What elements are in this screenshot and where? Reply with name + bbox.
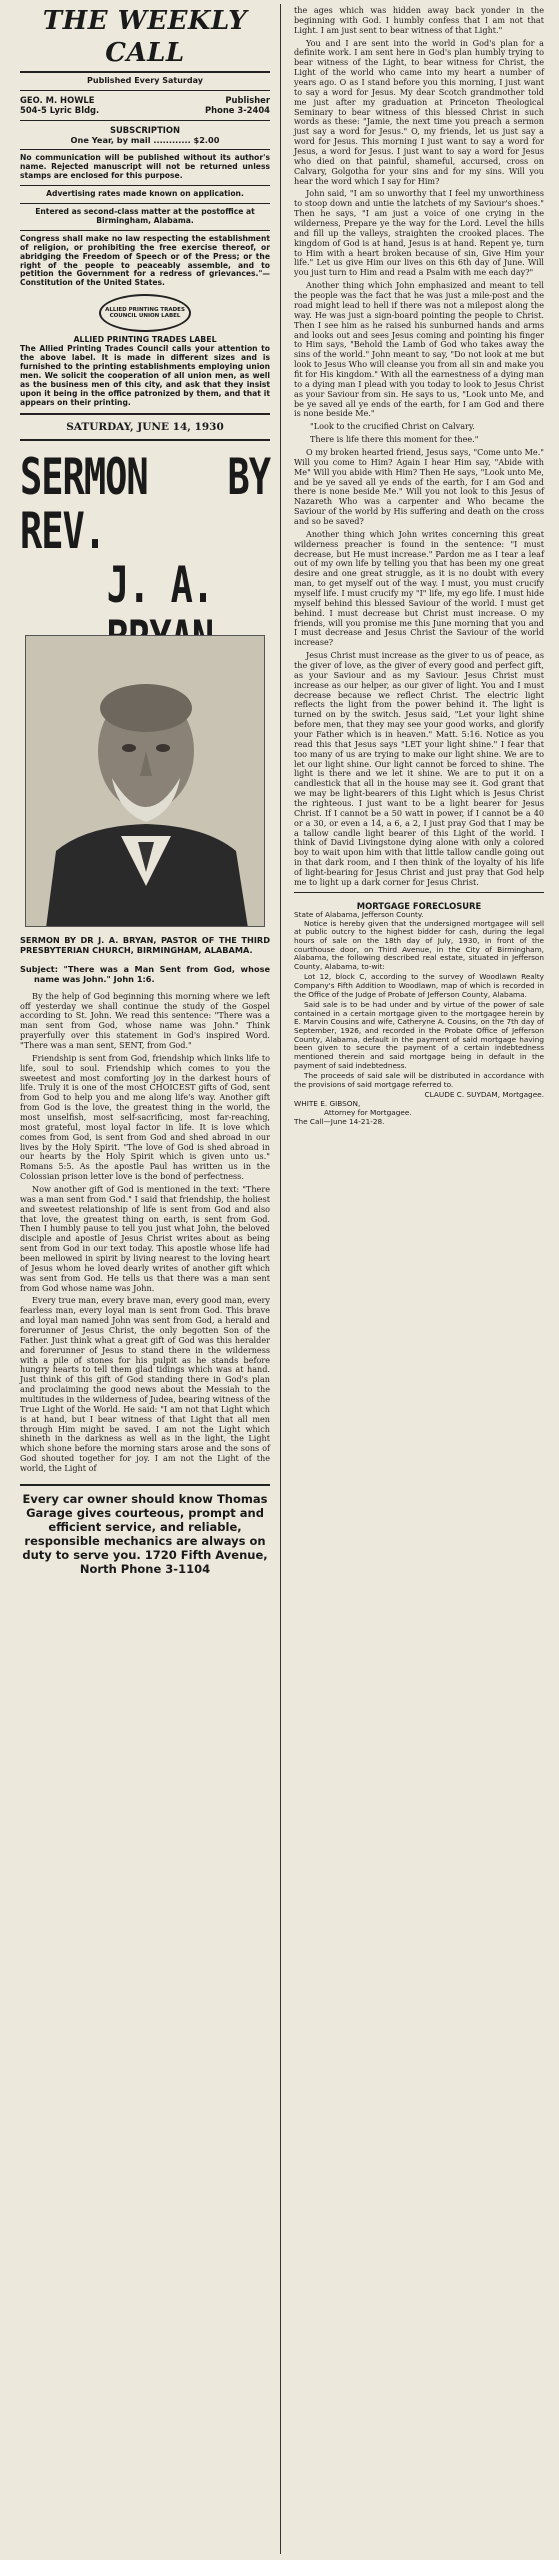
notice-paragraph: Said sale is to be had under and by virtue of the power of sale contained in a certain mortgage given to the mortgagee herein by E. Marvin Cousins and wife, Catheryne A. Cousins, on the 7th day of September, 1926, and recorded in the Probate Office of Jefferson County, Alabama, default in the payment of said mortgage having been given to secure the payment of a certain indebtedness mentioned therein and said mortgage being in default in the payment of said indebtedness. bbox=[294, 1000, 544, 1070]
body-paragraph: the ages which was hidden away back yonder in the beginning with God. I humbly confess that I am not that Light. I am just sent to bear witness of that Light." bbox=[294, 5, 544, 35]
sermon-subject: Subject: "There was a Man Sent from God, whose name was John." John 1:6. bbox=[20, 963, 270, 984]
divider bbox=[20, 413, 270, 415]
body-paragraph: Now another gift of God is mentioned in the text: "There was a man sent from God." I said that friendship, the holiest and sweetest relationship of life is sent from God and also that love, the greatest thing on earth, is sent from God. Then I humbly pause to tell you just what John, the beloved disciple and apostle of Jesus Christ writes about as being sent from God in our text today. This apostle whose life had been mellowed in spirit by living nearest to the loving heart of Jesus whom he loved dearly writes of another gift which was sent from God. He tells us that there was a man sent from God whose name was John. bbox=[20, 1183, 270, 1293]
notice-title: MORTGAGE FORECLOSURE bbox=[356, 900, 482, 911]
divider bbox=[20, 203, 270, 204]
subscription-head: SUBSCRIPTION bbox=[109, 124, 181, 135]
issue-date: SATURDAY, JUNE 14, 1930 bbox=[66, 420, 224, 433]
body-paragraph: Friendship is sent from God, friendship which links life to life, soul to soul. Friendship which comes to you the sweetest and most comforting joy in the darkest hours of life. Truly it is one of the most CHOICEST gifts of God, sent from God to help you and me along life's way. Another gift from God is the love, the greatest thing in the world, the most unselfish, most self-sacrificing, most far-reaching, most grateful, most loyal factor in life. It is love which comes from God, is sent from God and shed abroad in our lives by the Holy Spirit. "The love of God is shed abroad in our hearts by the Holy Spirit which is given unto us." Romans 5:5. As the apostle Paul has written us in the Colossian prison letter love is the bond of perfectness. bbox=[20, 1052, 270, 1182]
notice-state: State of Alabama, Jefferson County. bbox=[294, 910, 424, 920]
headline-line-2: J. A. bbox=[106, 556, 214, 615]
union-label-text: ALLIED PRINTING TRADES COUNCIL UNION LABEL bbox=[105, 307, 185, 320]
body-paragraph: John said, "I am so unworthy that I feel my unworthiness to stoop down and untie the latchets of my Saviour's shoes." Then he says, "I am just a voice of one crying in the wilderness, Prepare ye the way for the Lord. Level the hills and fill up the valleys, straighten the crooked places. The kingdom of God is at hand, Jesus is at hand. Repent ye, turn to Him with a heart broken because of sin, Give Him your life." Let us give Him our lives on this 6th day of June. Will you just turn to Him and read a Psalm with me each day?" bbox=[294, 188, 544, 278]
advertising-note: Advertising rates made known on application. bbox=[46, 188, 244, 198]
thomas-garage-ad: Every car owner should know Thomas Garage gives courteous, prompt and efficient service, and reliable, responsible mechanics are always on duty to serve you. 1720 Fifth Avenue, North Phone 3-1104 bbox=[20, 1484, 270, 1576]
allied-title: ALLIED PRINTING TRADES LABEL bbox=[73, 335, 217, 345]
body-paragraph: By the help of God beginning this morning where we left off yesterday we shall continue the study of the Gospel according to St. John. We read this sentence: "There was a man sent from God, whose name was John." Think prayerfully over this statement in God's inspired Word. "There was a man sent, SENT, from God." bbox=[20, 990, 270, 1050]
divider bbox=[20, 149, 270, 150]
portrait-illustration bbox=[26, 636, 265, 927]
notice-signature: CLAUDE C. SUYDAM, Mortgagee. bbox=[424, 1090, 544, 1100]
body-paragraph: You and I are sent into the world in God's plan for a definite work. I am sent here in God's plan humbly trying to bear witness of the Light, to bear witness for Christ, the Light of the world who came into my heart a number of years ago. O as I stand before you this morning, I just want to say a word for Jesus. My dear Scotch grandmother told me just after my graduation at Princeton Theological Seminary to bear witness of this blessed Christ in such words as these: "Jamie, the next time you preach a sermon just say a word for Jesus." O, my friends, let us just say a word for Jesus. This morning I just want to say a word for Jesus, a word for Jesus. I just want to say a word for Jesus who died on that painful, shameful, accursed, cross on Calvary, Golgotha for your sins and for my sins. Will you hear the word which I say for Him? bbox=[294, 37, 544, 186]
divider bbox=[20, 230, 270, 231]
publisher-name: GEO. M. HOWLE bbox=[20, 95, 95, 106]
union-label-seal bbox=[99, 294, 191, 332]
notice-paragraph: The proceeds of said sale will be distributed in accordance with the provisions of said mortgage referred to. bbox=[294, 1071, 544, 1089]
notice-paragraph: Lot 12, block C, according to the survey of Woodlawn Realty Company's Fifth Addition to Woodlawn, map of which is recorded in the Office of the Judge of Probate of Jefferson County, Alabama. bbox=[294, 972, 544, 999]
poem-line: There is life there this moment for thee." bbox=[310, 434, 479, 445]
notice-attorney-role: Attorney for Mortgagee. bbox=[324, 1107, 412, 1117]
office-row bbox=[20, 105, 270, 115]
body-paragraph: Another thing which John writes concerning this great wilderness preacher is found in the sentence: "I must decrease, but He must increase." Pardon me as I tear a leaf out of my own life by telling you that has been my one great desire and one great struggle, as it is no doubt with every man, to get myself out of the way. I must, you must crucify myself life. I must crucify my "I" life, my ego life. I must hide myself behind this blessed Saviour of the world. I must get behind. I must decrease but Christ must increase. O my friends, will you promise me this June morning that you and I must decrease and Jesus Christ the Saviour of the world increase? bbox=[294, 528, 544, 648]
office-address: 504-5 Lyric Bldg. bbox=[20, 105, 100, 116]
notice-paragraph: Notice is hereby given that the undersigned mortgagee will sell at public outcry to the highest bidder for cash, during the legal hours of sale on the 18th day of July, 1930, in front of the courthouse door, on Third Avenue, in the City of Birmingham, Alabama, the following described real estate, situated in Jefferson County, Alabama, to-wit: bbox=[294, 918, 544, 971]
body-paragraph: O my broken hearted friend, Jesus says, "Come unto Me." Will you come to Him? Again I hear Him say, "Abide with Me" Will you abide with Him? Then He says, "Look unto Me, and be ye saved all ye ends of the earth, for I am God and there is none beside Me." Will you not look to this Jesus of Nazareth Who was a carpenter and Who became the Saviour of the world by His suffering and death on the cross and so be saved? bbox=[294, 446, 544, 526]
divider bbox=[20, 185, 270, 186]
portrait-photo bbox=[25, 635, 265, 927]
divider bbox=[20, 120, 270, 121]
divider bbox=[294, 892, 544, 893]
column-divider bbox=[280, 4, 281, 2554]
masthead-title: THE WEEKLY CALL bbox=[20, 6, 270, 73]
left-column bbox=[14, 0, 276, 1582]
body-paragraph: Another thing which John emphasized and meant to tell the people was the fact that he was just a mile-post and the road might lead to hell if there was not a milepost along the way. He was just a sign-board pointing the people to Christ. Then I see him as he raised his sunburned hands and arms and looks out and sees Jesus coming and pointing his finger to Him says, "Behold the Lamb of God who takes away the sins of the world." John meant to say, "Do not look at me but look to Jesus Who will cleanse you from all sin and make you fit for His kingdom." With all the earnestness of a dying man to a dying man I plead with you today to look to Jesus Christ as your Saviour from sin. He says to us, "Look unto Me, and be ye saved all ye ends of the earth, for I am God and there is none beside Me." bbox=[294, 280, 544, 419]
headline-line-1: SERMON BY REV. bbox=[20, 448, 270, 561]
body-paragraph: Jesus Christ must increase as the giver to us of peace, as the giver of love, as the giver of every good and perfect gift, as your Saviour and as my Saviour. Jesus Christ must increase as our helper, as our giver of light. You and I must decrease because we reflect Christ. The electric light reflects the light from the power behind it. The light is turned on by the switch. Jesus said, "Let your light shine before men, that they may see your good works, and glorify your Father which is in heaven." Matt. 5:16. Notice as you read this that Jesus says "LET your light shine." I fear that too many of us are trying to make our light shine. We are to let our light shine. Our light cannot be forced to shine. The light is there and we let it shine. We are to put it on a candlestick that all in the house may see it. God grant that we may be light-bearers of this Light which is Jesus Christ the righteous. I just want to be a light bearer for Jesus Christ. If I cannot be a 50 watt in power, if I cannot be a 40 or a 30, or even a 14, a 6, a 2, I just pray God that I may be a tallow candle light bearer of this Light of the world. I think of David Livingstone dying alone with only a colored boy to wait upon him with that little tallow candle going out in that dark room, and I then think of the loyalty of his life of light-bearing for Jesus Christ and just pray that God help me to light up a dark corner for Jesus Christ. bbox=[294, 650, 544, 887]
notice-attorney: WHITE E. GIBSON, bbox=[294, 1099, 361, 1109]
notice-dates: The Call—June 14-21-28. bbox=[294, 1116, 385, 1126]
body-paragraph: Every true man, every brave man, every good man, every fearless man, every loyal man is sent from God. This brave and loyal man named John was sent from God, a herald and forerunner of Jesus Christ, the only begotten Son of the Father. Just think what a great gift of God was this heralder and forerunner of Jesus to stand there in the wilderness with a pile of stones for his pulpit as he stands before hungry hearts to tell them glad tidings which was at hand. Just think of this gift of God standing there in God's plan and proclaiming the good news about the Messiah to the multitudes in the wilderness of Judea, bearing witness of the True Light of the World. He said: "I am not that Light which is at hand, but I bear witness of that Light that all men through Him might be saved. I am not the Light which shineth in the darkness as well as in the light, the Light which shone before the morning stars arose and the sons of God shouted together for joy. I am not the Light of the world, the Light of bbox=[20, 1295, 270, 1474]
publisher-row bbox=[20, 95, 270, 105]
divider bbox=[20, 439, 270, 441]
subscription-rate: One Year, by mail ............ $2.00 bbox=[70, 134, 220, 145]
photo-caption: SERMON BY DR J. A. BRYAN, PASTOR OF THE THIRD PRESBYTERIAN CHURCH, BIRMINGHAM, ALABAMA. bbox=[20, 935, 270, 956]
right-column bbox=[288, 0, 550, 1132]
office-phone: Phone 3-2404 bbox=[204, 105, 270, 116]
published-line: Published Every Saturday bbox=[87, 76, 203, 86]
publisher-role: Publisher bbox=[225, 95, 270, 106]
poem-line: "Look to the crucified Christ on Calvary. bbox=[310, 421, 475, 432]
entered-note: Entered as second-class matter at the postoffice at Birmingham, Alabama. bbox=[35, 206, 255, 225]
constitution-quote: Congress shall make no law respecting the establishment of religion, or prohibiting the free exercise thereof, or abridging the Freedom of Speech or of the Press; or the right of the people to peaceably assemble, and to petition the Government for a redress of grievances."—Constitution of the United States. bbox=[20, 233, 270, 288]
divider bbox=[20, 90, 270, 91]
no-communication-notice: No communication will be published without its author's name. Rejected manuscript will not be returned unless stamps are enclosed for this purpose. bbox=[20, 152, 270, 180]
allied-text: The Allied Printing Trades Council calls your attention to the above label. It is made in different sizes and is furnished to the printing establishments employing union men. We solicit the cooperation of all union men, as well as the business men of this city, and ask that they insist upon it being in the office patronized by them, and that it appears on their printing. bbox=[20, 343, 270, 407]
